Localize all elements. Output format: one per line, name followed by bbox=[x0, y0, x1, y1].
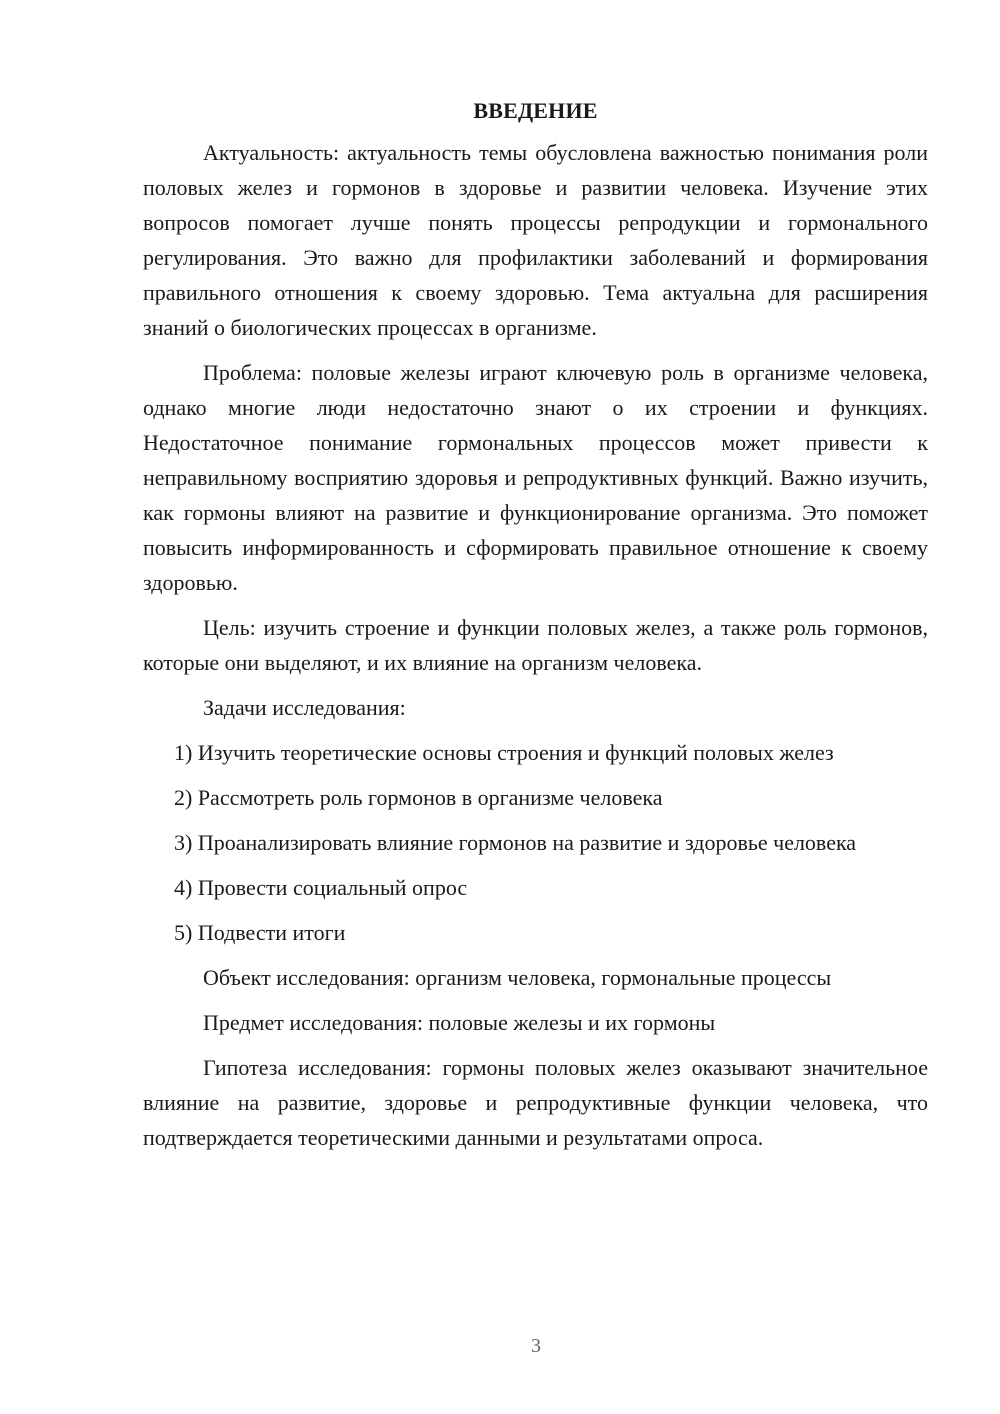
task-item-5: 5) Подвести итоги bbox=[174, 920, 346, 945]
task-item-4: 4) Провести социальный опрос bbox=[174, 875, 468, 900]
task-item-3: 3) Проанализировать влияние гормонов на развитие и здоровье человека bbox=[174, 830, 857, 855]
relevance-paragraph: Актуальность: актуальность темы обусловлена важностью понимания роли половых желез и гормонов в здоровье и развитии человека. Изучение этих вопросов помогает лучше понять процессы репродукции и гормонального регулирования. Это важно для профилактики заболеваний и формирования правильного отношения к своему здоровью. Тема актуальна для расширения знаний о биологических процессах в организме. bbox=[143, 140, 928, 340]
subject-paragraph: Предмет исследования: половые железы и их гормоны bbox=[203, 1010, 716, 1035]
task-item-2: 2) Рассмотреть роль гормонов в организме человека bbox=[174, 785, 663, 810]
section-heading: ВВЕДЕНИЕ bbox=[473, 98, 598, 123]
task-item-1: 1) Изучить теоретические основы строения и функций половых желез bbox=[174, 740, 834, 765]
hypothesis-paragraph: Гипотеза исследования: гормоны половых желез оказывают значительное влияние на развитие, здоровье и репродуктивные функции человека, что подтверждается теоретическими данными и результатами опроса. bbox=[143, 1055, 928, 1150]
page-number: 3 bbox=[531, 1335, 541, 1357]
tasks-title: Задачи исследования: bbox=[203, 695, 406, 720]
page-content bbox=[143, 93, 928, 1165]
problem-paragraph: Проблема: половые железы играют ключевую роль в организме человека, однако многие люди недостаточно знают о их строении и функциях. Недостаточное понимание гормональных процессов может привести к неправильному восприятию здоровья и репродуктивных функций. Важно изучить, как гормоны влияют на развитие и функционирование организма. Это поможет повысить информированность и сформировать правильное отношение к своему здоровью. bbox=[143, 360, 928, 595]
goal-paragraph: Цель: изучить строение и функции половых желез, а также роль гормонов, которые они выделяют, и их влияние на организм человека. bbox=[143, 615, 928, 675]
object-paragraph: Объект исследования: организм человека, гормональные процессы bbox=[203, 965, 832, 990]
